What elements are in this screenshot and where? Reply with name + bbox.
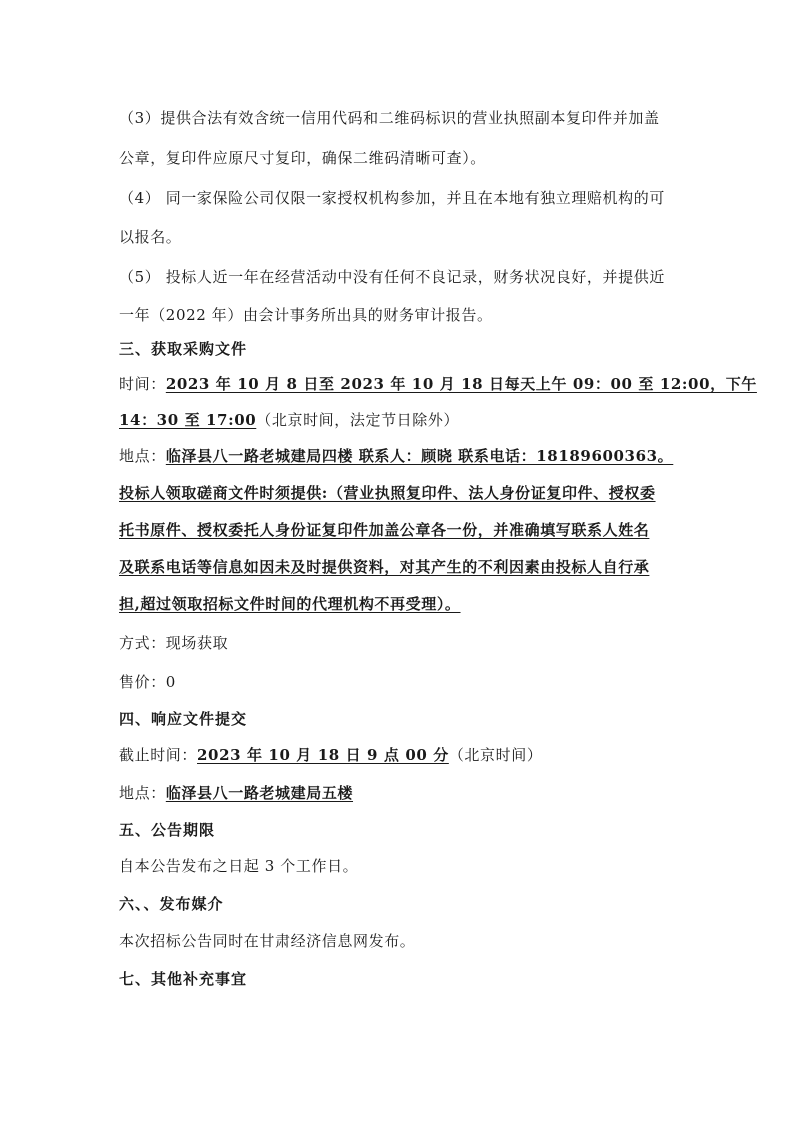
section7-heading: 七、其他补充事宜 [119,970,248,988]
deadline-value: 2023 年 10 月 18 日 9 点 00 分 [197,746,449,764]
place-value: 临泽县八一路老城建局四楼 联系人：顾晓 联系电话：18189600363。 [165,447,674,465]
method-line: 方式：现场获取 [119,634,229,652]
section3-place-line [119,445,679,467]
item4-line1: （4） 同一家保险公司仅限一家授权机构参加，并且在本地有独立理赔机构的可 [119,189,665,207]
place-label: 地点： [119,447,166,465]
item5-line2: 一年（2022 年）由会计事务所出具的财务审计报告。 [119,306,493,324]
notice-line3: 及联系电话等信息如因未及时提供资料，对其产生的不利因素由投标人自行承 [119,558,650,576]
item4-line2: 以报名。 [119,228,182,246]
section5-text: 自本公告发布之日起 3 个工作日。 [119,857,359,875]
section4-heading: 四、响应文件提交 [119,710,248,728]
section3-time-line1 [119,373,757,395]
section4-place-value: 临泽县八一路老城建局五楼 [165,784,354,802]
time-value-1: 2023 年 10 月 8 日至 2023 年 10 月 18 日每天上午 09：00 至 12:00，下午 [165,375,757,393]
time-label: 时间： [119,375,166,393]
deadline-line [119,744,679,766]
notice-line4: 担,超过领取招标文件时间的代理机构不再受理）。 [119,595,461,613]
time-note: （北京时间，法定节日除外） [256,411,460,429]
notice-line1: 投标人领取磋商文件时须提供:（营业执照复印件、法人身份证复印件、授权委 [119,484,656,502]
section4-place-line [119,782,679,804]
section3-time-line2 [119,409,679,431]
section4-place-label: 地点： [119,784,166,802]
notice-line2: 托书原件、授权委托人身份证复印件加盖公章各一份，并准确填写联系人姓名 [119,521,650,539]
item5-line1: （5） 投标人近一年在经营活动中没有任何不良记录，财务状况良好，并提供近 [119,268,665,286]
deadline-label: 截止时间： [119,746,198,764]
item3-line2: 公章，复印件应原尺寸复印，确保二维码清晰可查）。 [119,149,486,167]
section6-heading: 六、、发布媒介 [119,895,224,913]
deadline-note: （北京时间） [448,746,543,764]
section5-heading: 五、公告期限 [119,821,216,839]
section3-heading: 三、获取采购文件 [119,340,248,358]
item3-line1: （3）提供合法有效含统一信用代码和二维码标识的营业执照副本复印件并加盖 [119,109,660,127]
time-value-2: 14：30 至 17:00 [119,411,257,429]
section6-text: 本次招标公告同时在甘肃经济信息网发布。 [119,932,416,950]
price-line: 售价：0 [119,673,176,691]
